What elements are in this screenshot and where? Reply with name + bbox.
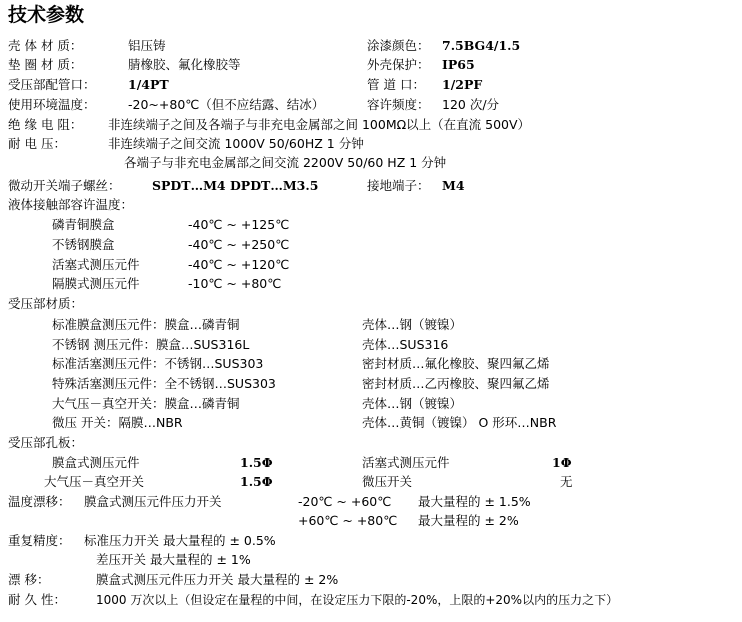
gasket-material-label: 垫 圈 材 质： [8,57,83,72]
ground-label: 接地端子： [367,178,430,193]
repeatability-line-1: 标准压力开关 最大量程的 ± 0.5% [84,533,276,548]
list-item: 微压 开关：隔膜…NBR [52,415,183,430]
liquid-temp-heading: 液体接触部容许温度： [8,197,134,212]
durability-value: 1000 万次以上（但设定在量程的中间，在设定压力下限的-20%，上限的+20%以内的压力之下） [96,593,619,607]
list-item: 标准膜盒测压元件：膜盒…磷青铜 [52,317,240,332]
list-item: -10℃ ~ +80℃ [188,276,282,291]
list-item: 膜盒式测压元件 [52,455,140,470]
list-item: 壳体…钢（镀镍） [362,396,463,411]
temp-drift-value-2: 最大量程的 ± 2% [418,513,519,528]
list-item: 微压开关 [362,474,413,489]
list-item: 密封材质…乙丙橡胶、聚四氟乙烯 [362,376,550,391]
drift-value: 膜盒式测压元件压力开关 最大量程的 ± 2% [96,572,339,587]
list-item: 磷青铜膜盒 [52,217,115,232]
withstand-voltage-line-1: 非连续端子之间交流 1000V 50/60HZ 1 分钟 [108,136,364,151]
ambient-temp-value: -20~+80℃（但不应结露、结冰） [128,97,325,112]
page-title: 技术参数 [8,4,85,26]
temp-drift-desc: 膜盒式测压元件压力开关 [84,494,222,509]
temp-drift-range-1: -20℃ ~ +60℃ [298,494,392,509]
list-item: 1Φ [552,455,572,470]
list-item: 大气压－真空开关：膜盒…磷青铜 [52,396,240,411]
repeatability-label: 重复精度： [8,533,71,548]
list-item: 1.5Φ [240,474,273,489]
list-item: 密封材质…氟化橡胶、聚四氟乙烯 [362,356,550,371]
shell-material-value: 铝压铸 [128,38,166,53]
insulation-label: 绝 缘 电 阻： [8,117,83,132]
paint-color-label: 涂漆颜色： [367,38,430,53]
paint-color-value: 7.5BG4/1.5 [442,38,521,53]
withstand-voltage-label: 耐 电 压： [8,136,66,151]
ground-value: M4 [442,178,465,193]
orifice-heading: 受压部孔板： [8,435,84,450]
list-item: 隔膜式测压元件 [52,276,140,291]
materials-heading: 受压部材质： [8,296,84,311]
temp-drift-value-1: 最大量程的 ± 1.5% [418,494,531,509]
list-item: 特殊活塞测压元件：全不锈钢…SUS303 [52,376,276,391]
list-item: 大气压－真空开关 [44,474,145,489]
frequency-value: 120 次/分 [442,97,500,112]
temp-drift-range-2: +60℃ ~ +80℃ [298,513,398,528]
ambient-temp-label: 使用环境温度： [8,97,96,112]
enclosure-value: IP65 [442,57,475,72]
list-item: 标准活塞测压元件：不锈钢…SUS303 [52,356,264,371]
list-item: 无 [560,474,573,489]
list-item: 壳体…SUS316 [362,337,449,352]
conduit-value: 1/2PF [442,77,483,92]
shell-material-label: 壳 体 材 质： [8,38,83,53]
list-item: 1.5Φ [240,455,273,470]
list-item: 不锈钢 测压元件：膜盒…SUS316L [52,337,250,352]
durability-label: 耐 久 性： [8,592,66,607]
repeatability-line-2: 差压开关 最大量程的 ± 1% [96,552,251,567]
list-item: 活塞式测压元件 [362,455,450,470]
pressure-port-value: 1/4PT [128,77,169,92]
drift-label: 漂 移： [8,572,50,587]
list-item: 活塞式测压元件 [52,257,140,272]
list-item: 不锈钢膜盒 [52,237,115,252]
frequency-label: 容许频度： [367,97,430,112]
list-item: 壳体…黄铜（镀镍） O 形环…NBR [362,415,557,430]
withstand-voltage-line-2: 各端子与非充电金属部之间交流 2200V 50/60 HZ 1 分钟 [124,155,447,170]
list-item: -40℃ ~ +250℃ [188,237,290,252]
micro-switch-value: SPDT…M4 DPDT…M3.5 [152,178,319,193]
list-item: -40℃ ~ +120℃ [188,257,290,272]
temp-drift-label: 温度漂移： [8,494,71,509]
insulation-value: 非连续端子之间及各端子与非充电金属部之间 100MΩ以上（在直流 500V） [108,117,531,132]
micro-switch-label: 微动开关端子螺丝： [8,178,121,193]
pressure-port-label: 受压部配管口： [8,77,96,92]
conduit-label: 管 道 口： [367,77,425,92]
list-item: 壳体…钢（镀镍） [362,317,463,332]
gasket-material-value: 腈橡胶、氟化橡胶等 [128,57,241,72]
enclosure-label: 外壳保护： [367,57,430,72]
list-item: -40℃ ~ +125℃ [188,217,290,232]
